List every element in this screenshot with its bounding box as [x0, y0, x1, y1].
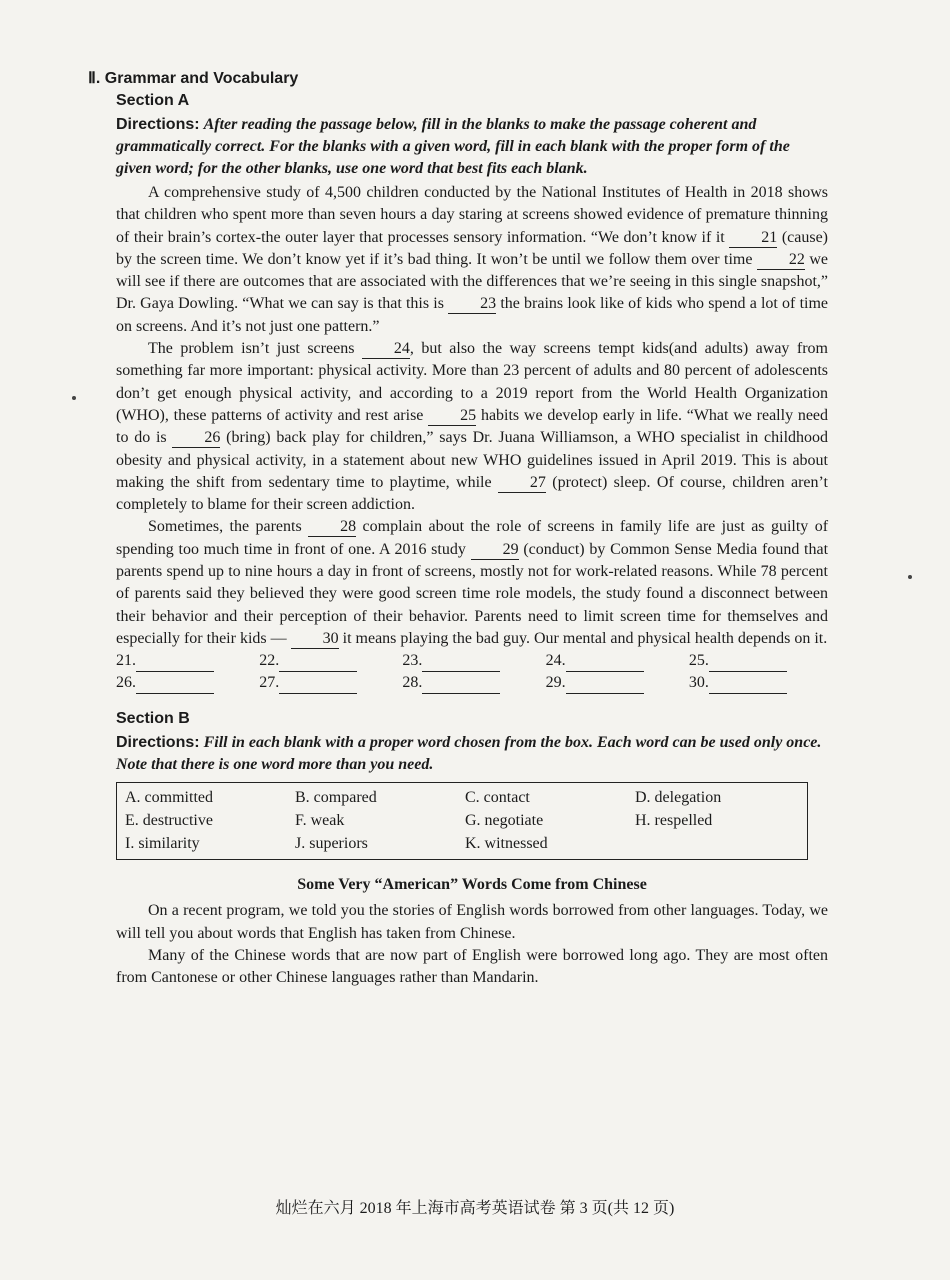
word-option: B. compared	[295, 789, 377, 807]
word-option: E. destructive	[125, 812, 213, 830]
blank-21[interactable]: 21	[729, 229, 777, 248]
answer-26[interactable]: 26.	[116, 672, 255, 694]
answer-24[interactable]: 24.	[546, 650, 685, 672]
answer-lines	[116, 650, 828, 694]
passage-paragraph-3: Sometimes, the parents 28 complain about the role of screens in family life are just as guilty of spending too much time in front of one. A 2016 study 29 (conduct) by Common Sense Media found that parents spend up to nine hours a day in front of screens, mostly not for work-related reasons. While 78 percent of parents said they believed they were good screen time role models, the study found a disconnect between their behavior and their perception of their behavior. Parents need to limit screen time for themselves and especially for their kids — 30 it means playing the bad guy. Our mental and physical health depends on it.	[116, 518, 829, 647]
blank-26[interactable]: 26	[172, 429, 220, 448]
blank-30[interactable]: 30	[291, 630, 339, 649]
word-option: H. respelled	[635, 812, 713, 830]
blank-25[interactable]: 25	[428, 407, 476, 426]
blank-28[interactable]: 28	[308, 518, 356, 537]
word-option: A. committed	[125, 789, 213, 807]
answer-28[interactable]: 28.	[402, 672, 541, 694]
section-b-passage	[116, 900, 828, 989]
section-b-directions	[116, 732, 828, 776]
passage-paragraph-2: The problem isn’t just screens 24, but also the way screens tempt kids(and adults) away from something far more important: physical activity. More than 23 percent of adults and 80 percent of adolescents don’t get enough physical activity, and according to a 2019 report from the World Health Organization (WHO), these patterns of activity and rest arise 25 habits we develop early in life. “What we really need to do is 26 (bring) back play for children,” says Dr. Juana Williamson, a WHO specialist in childhood obesity and physical activity, in a statement about new WHO guidelines issued in April 2019. This is about making the shift from sedentary time to playtime, while 27 (protect) sleep. Of course, children aren’t completely to blame for their screen addiction.	[116, 340, 829, 514]
binder-dot	[908, 575, 912, 579]
binder-dot	[72, 396, 76, 400]
section-a-title: Section A	[116, 92, 190, 109]
blank-29[interactable]: 29	[471, 541, 519, 560]
passage-paragraph: On a recent program, we told you the stories of English words borrowed from other languages. Today, we will tell you about words that English has taken from Chinese.	[116, 902, 828, 942]
directions-text: After reading the passage below, fill in the blanks to make the passage coherent and grammatically correct. For the blanks with a given word, fill in each blank with the proper form of the given word; for the other blanks, use one word that best fits each blank.	[116, 116, 790, 177]
answer-25[interactable]: 25.	[689, 650, 828, 672]
section-a-passage	[116, 182, 828, 650]
page-footer: 灿烂在六月 2018 年上海市高考英语试卷 第 3 页(共 12 页)	[275, 1200, 675, 1217]
word-option: F. weak	[295, 812, 345, 830]
word-option: J. superiors	[295, 835, 368, 853]
article-title: Some Very “American” Words Come from Chinese	[297, 876, 647, 894]
word-option: D. delegation	[635, 789, 722, 807]
blank-22[interactable]: 22	[757, 251, 805, 270]
word-option: I. similarity	[125, 835, 200, 853]
answer-23[interactable]: 23.	[402, 650, 541, 672]
part-title: Ⅱ. Grammar and Vocabulary	[88, 70, 299, 87]
word-option: G. negotiate	[465, 812, 544, 830]
directions-label: Directions:	[116, 734, 200, 752]
answer-29[interactable]: 29.	[546, 672, 685, 694]
answer-27[interactable]: 27.	[259, 672, 398, 694]
answer-30[interactable]: 30.	[689, 672, 828, 694]
section-a-directions	[116, 114, 828, 180]
word-option: C. contact	[465, 789, 530, 807]
section-b-title: Section B	[116, 710, 190, 728]
directions-text: Fill in each blank with a proper word chosen from the box. Each word can be used only once. Note that there is one word more than you need.	[116, 734, 822, 774]
answer-row	[116, 650, 828, 672]
word-option: K. witnessed	[465, 835, 548, 853]
answer-row	[116, 672, 828, 694]
directions-label: Directions:	[116, 116, 200, 133]
answer-22[interactable]: 22.	[259, 650, 398, 672]
blank-23[interactable]: 23	[448, 295, 496, 314]
blank-24[interactable]: 24	[362, 340, 410, 359]
word-bank-box	[116, 782, 808, 860]
passage-paragraph: Many of the Chinese words that are now part of English were borrowed long ago. They are most often from Cantonese or other Chinese languages rather than Mandarin.	[116, 946, 828, 987]
blank-27[interactable]: 27	[498, 474, 546, 493]
answer-21[interactable]: 21.	[116, 650, 255, 672]
section-b	[88, 708, 828, 989]
passage-paragraph-1: A comprehensive study of 4,500 children conducted by the National Institutes of Health in 2018 shows that children who spent more than seven hours a day staring at screens showed evidence of premature thinning of their brain’s cortex-the outer layer that processes sensory information. “We don’t know if it 21 (cause) by the screen time. We don’t know yet if it’s bad thing. It won’t be until we follow them over time 22 we will see if there are outcomes that are associated with the differences that we’re seeing in this single snapshot,” Dr. Gaya Dowling. “What we can say is that this is 23 the brains look like of kids who spend a lot of time on screens. And it’s not just one pattern.”	[116, 184, 829, 335]
page-content	[88, 68, 828, 989]
